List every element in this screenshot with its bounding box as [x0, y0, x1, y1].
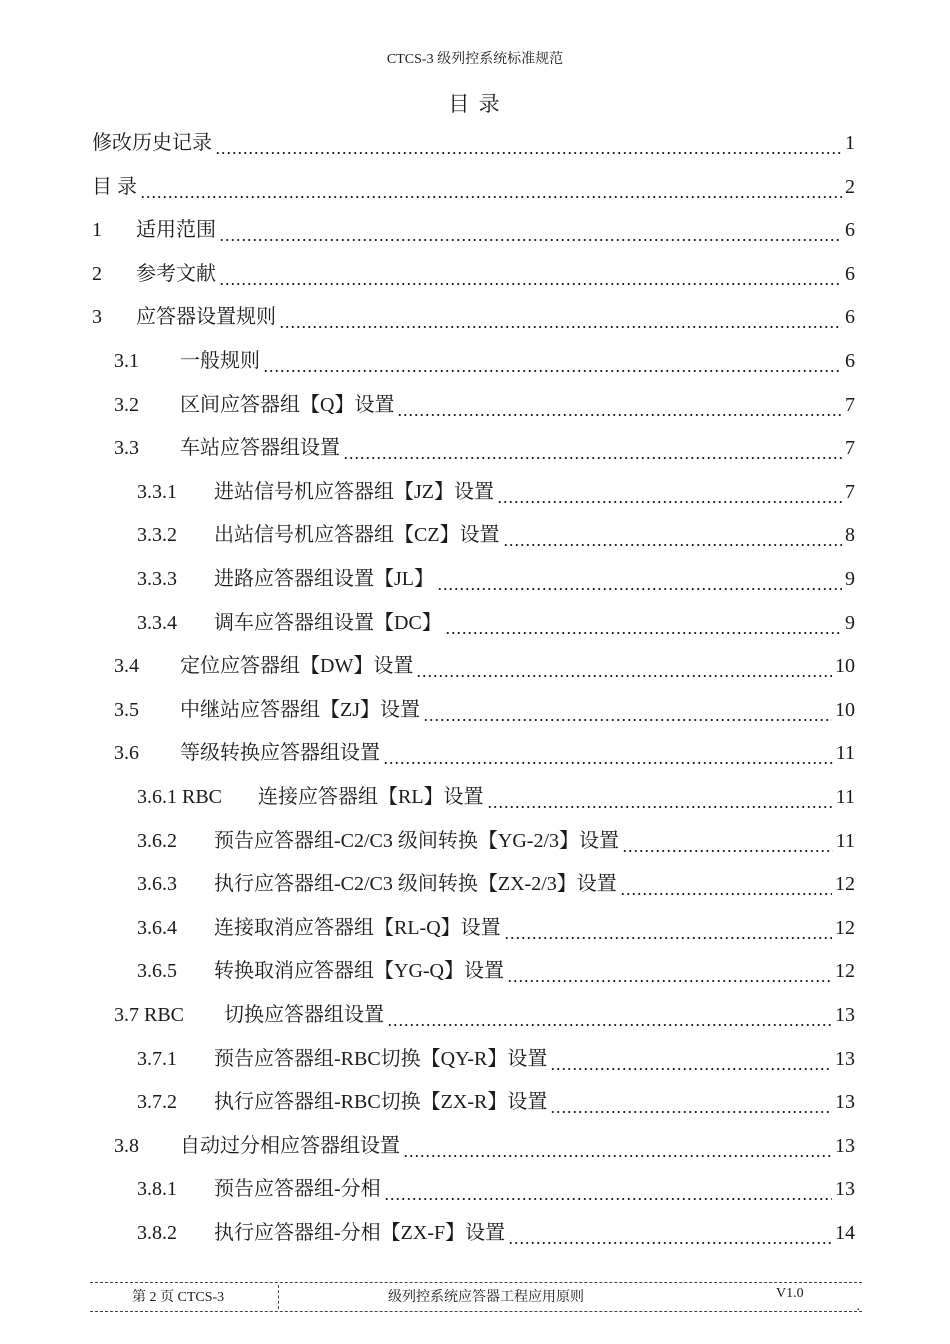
toc-entry-page: 7 — [845, 480, 855, 503]
toc-leader-dots — [384, 1169, 832, 1209]
toc-entry-number: 3.6 — [114, 742, 139, 765]
toc-entry-page: 7 — [845, 437, 855, 460]
toc-entry-title: 进路应答器组设置【JL】 — [214, 568, 434, 590]
toc-leader-dots — [487, 777, 833, 817]
toc-entry-number: 3.3.2 — [137, 524, 177, 547]
toc-entry-title: 预告应答器组-分相 — [214, 1178, 381, 1201]
toc-leader-dots — [507, 951, 832, 991]
toc-entry[interactable] — [137, 1213, 855, 1253]
toc-entry-page: 6 — [845, 219, 855, 242]
toc-entry-number: 1 — [92, 219, 102, 242]
toc-leader-dots — [504, 908, 832, 948]
toc-entry-title: 执行应答器组-C2/C3 级间转换【ZX-2/3】设置 — [214, 873, 617, 896]
toc-entry-page: 10 — [835, 698, 855, 721]
toc-entry-number: 3.8.1 — [137, 1178, 177, 1201]
toc-leader-dots — [383, 733, 833, 773]
toc-entry-number: 3.6.1 RBC — [137, 786, 223, 808]
toc-entry[interactable] — [114, 428, 855, 468]
toc-entry-title: 参考文献 — [136, 262, 216, 285]
toc-entry-title: 修改历史记录 — [92, 132, 212, 154]
toc-entry-number: 3.8.2 — [137, 1222, 177, 1244]
footer-separator — [278, 1285, 279, 1309]
footer-page-label: 第 2 页 CTCS-3 — [132, 1290, 225, 1305]
toc-entry[interactable] — [92, 254, 855, 294]
toc-leader-dots — [497, 472, 842, 512]
toc-leader-dots — [219, 254, 842, 294]
toc-entry-title: 一般规则 — [180, 350, 260, 372]
toc-entry[interactable] — [92, 123, 855, 163]
toc-entry-title: 连接取消应答器组【RL-Q】设置 — [214, 916, 501, 939]
toc-entry-page: 11 — [835, 829, 855, 852]
toc-entry-number: 3.7.2 — [137, 1091, 177, 1114]
toc-leader-dots — [445, 603, 842, 643]
toc-leader-dots — [219, 210, 842, 250]
toc-entry-title: 连接应答器组【RL】设置 — [258, 786, 484, 808]
toc-leader-dots — [263, 341, 842, 381]
toc-entry-number: 3.4 — [114, 655, 139, 678]
toc-entry-page: 6 — [845, 306, 855, 329]
toc-entry[interactable] — [137, 1082, 855, 1122]
toc-entry-title: 转换取消应答器组【YG-Q】设置 — [214, 960, 504, 983]
footer-doc-title: 级列控系统应答器工程应用原则 — [388, 1290, 584, 1305]
toc-entry-title: 执行应答器组-分相【ZX-F】设置 — [214, 1222, 506, 1244]
toc-entry-title: 等级转换应答器组设置 — [180, 742, 380, 765]
toc-entry[interactable] — [114, 341, 855, 381]
toc-entry-number: 3.3.1 — [137, 480, 177, 503]
footer-dot: . — [856, 1299, 860, 1314]
toc-entry[interactable] — [137, 1039, 855, 1079]
toc-entry-page: 10 — [835, 655, 855, 678]
toc-leader-dots — [550, 1082, 832, 1122]
toc-entry-page: 13 — [835, 1134, 855, 1157]
toc-entry-title: 自动过分相应答器组设置 — [180, 1134, 400, 1157]
toc-entry-number: 3.8 — [114, 1134, 139, 1157]
toc-entry-page: 6 — [845, 262, 855, 285]
toc-entry-title: 进站信号机应答器组【JZ】设置 — [214, 480, 494, 503]
toc-entry-number: 3.1 — [114, 350, 139, 372]
toc-entry-page: 1 — [845, 132, 855, 154]
toc-entry-title: 目 录 — [92, 175, 137, 198]
toc-entry-title: 切换应答器组设置 — [224, 1004, 384, 1026]
toc-entry-number: 3.7.1 — [137, 1047, 177, 1070]
toc-entry-title: 执行应答器组-RBC切换【ZX-R】设置 — [214, 1091, 548, 1114]
toc-entry[interactable] — [114, 733, 855, 773]
toc-entry[interactable] — [114, 995, 855, 1035]
toc-entry[interactable] — [114, 385, 855, 425]
toc-leader-dots — [416, 646, 832, 686]
toc-leader-dots — [387, 995, 832, 1035]
toc-entry[interactable] — [114, 646, 855, 686]
toc-entry-number: 3.6.3 — [137, 873, 177, 896]
toc-entry-title: 预告应答器组-C2/C3 级间转换【YG-2/3】设置 — [214, 829, 619, 852]
toc-entry[interactable] — [114, 690, 855, 730]
toc-entry-page: 13 — [835, 1178, 855, 1201]
toc-entry-number: 3.3.4 — [137, 611, 177, 634]
toc-leader-dots — [279, 297, 842, 337]
toc-entry-page: 2 — [845, 175, 855, 198]
toc-entry-page: 9 — [845, 568, 855, 590]
toc-entry[interactable] — [137, 1169, 855, 1209]
toc-entry-number: 2 — [92, 262, 102, 285]
toc-entry-page: 11 — [835, 742, 855, 765]
toc-leader-dots — [343, 428, 842, 468]
toc-entry[interactable] — [137, 864, 855, 904]
toc-leader-dots — [622, 821, 833, 861]
toc-leader-dots — [620, 864, 832, 904]
toc-entry-title: 预告应答器组-RBC切换【QY-R】设置 — [214, 1047, 548, 1070]
page-footer — [90, 1282, 862, 1312]
toc-entry-number: 3.3 — [114, 437, 139, 460]
toc-entry-page: 13 — [835, 1004, 855, 1026]
toc-entry-page: 12 — [835, 873, 855, 896]
toc-entry-number: 3.3.3 — [137, 568, 177, 590]
toc-leader-dots — [397, 385, 842, 425]
toc-leader-dots — [550, 1039, 832, 1079]
toc-entry-title: 应答器设置规则 — [136, 306, 276, 329]
toc-entry-page: 13 — [835, 1091, 855, 1114]
toc-entry-page: 12 — [835, 916, 855, 939]
toc-entry-number: 3 — [92, 306, 102, 329]
toc-entry-title: 调车应答器组设置【DC】 — [214, 611, 442, 634]
toc-entry[interactable] — [92, 210, 855, 250]
toc-leader-dots — [403, 1126, 832, 1166]
toc-entry-title: 中继站应答器组【ZJ】设置 — [180, 698, 420, 721]
toc-leader-dots — [437, 559, 842, 599]
toc-entry-page: 7 — [845, 393, 855, 416]
toc-entry[interactable] — [137, 515, 855, 555]
toc-entry[interactable] — [114, 1126, 855, 1166]
toc-entry-title: 区间应答器组【Q】设置 — [180, 393, 395, 416]
toc-entry-number: 3.5 — [114, 698, 139, 721]
toc-leader-dots — [140, 167, 842, 207]
toc-entry-title: 出站信号机应答器组【CZ】设置 — [214, 524, 500, 547]
toc-title: 目 录 — [448, 92, 502, 116]
footer-version: V1.0 — [776, 1286, 804, 1301]
toc-leader-dots — [508, 1213, 832, 1253]
toc-entry[interactable] — [137, 951, 855, 991]
toc-entry[interactable] — [92, 297, 855, 337]
toc-leader-dots — [423, 690, 832, 730]
toc-entry-number: 3.6.4 — [137, 916, 177, 939]
toc-entry-page: 11 — [835, 786, 855, 808]
toc-entry-number: 3.7 RBC — [114, 1004, 185, 1026]
toc-entry[interactable] — [137, 603, 855, 643]
toc-entry-page: 6 — [845, 350, 855, 372]
toc-entry-page: 9 — [845, 611, 855, 634]
toc-entry-page: 13 — [835, 1047, 855, 1070]
toc-entry[interactable] — [137, 472, 855, 512]
toc-entry[interactable] — [137, 777, 855, 817]
toc-entry-number: 3.6.5 — [137, 960, 177, 983]
toc-entry-title: 车站应答器组设置 — [180, 437, 340, 460]
toc-entry[interactable] — [137, 908, 855, 948]
page-header: CTCS-3 级列控系统标准规范 — [386, 52, 564, 67]
toc-entry-title: 定位应答器组【DW】设置 — [180, 655, 414, 678]
toc-leader-dots — [503, 515, 842, 555]
toc-entry-page: 14 — [835, 1222, 855, 1244]
toc-entry[interactable] — [92, 167, 855, 207]
toc-entry-number: 3.2 — [114, 393, 139, 416]
toc-entry-title: 适用范围 — [136, 219, 216, 242]
toc-entry-page: 8 — [845, 524, 855, 547]
toc-entry-page: 12 — [835, 960, 855, 983]
toc-entry[interactable] — [137, 821, 855, 861]
toc-leader-dots — [215, 123, 842, 163]
toc-entry[interactable] — [137, 559, 855, 599]
toc-entry-number: 3.6.2 — [137, 829, 177, 852]
